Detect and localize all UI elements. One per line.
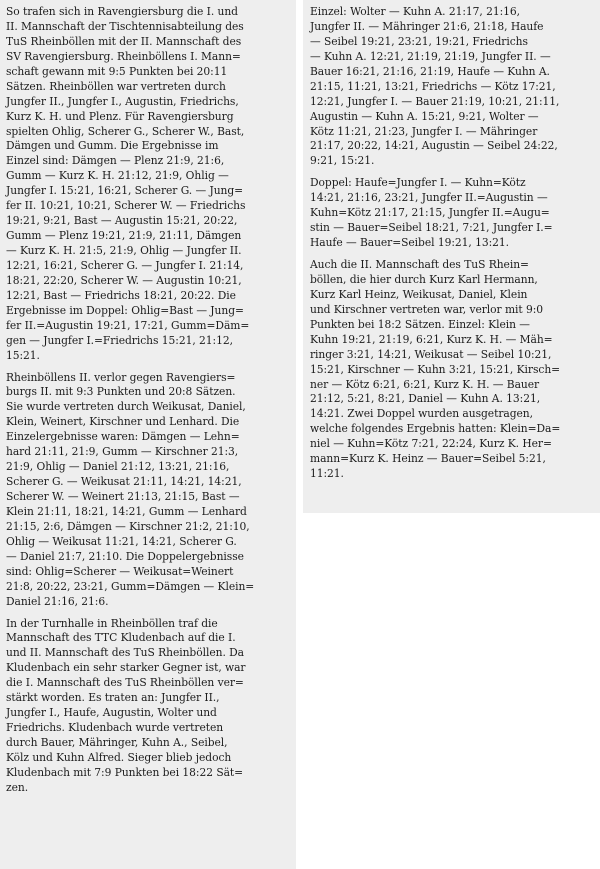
text-line: sind: Ohlig=Scherer — Weikusat=Weinert [6,564,234,578]
text-line: Klein, Weinert, Kirschner und Lenhard. Die [6,415,240,429]
text-line: 9:21, 15:21. [310,154,375,168]
text-line: Kludenbach mit 7:9 Punkten bei 18:22 Sät= [6,765,244,779]
text-line: stin — Bauer=Seibel 18:21, 7:21, Jungfer I.= [310,221,553,235]
text-line: Sie wurde vertreten durch Weikusat, Daniel, [6,400,246,414]
text-line: 21:8, 20:22, 23:21, Gumm=Dämgen — Klein= [6,579,255,593]
text-line: Rheinböllens II. verlor gegen Ravengiers= [6,370,236,384]
text-line: Gumm — Plenz 19:21, 21:9, 21:11, Dämgen [6,229,242,243]
left-paragraph-1 [6,5,290,364]
text-line: So trafen sich in Ravengiersburg die I. und [6,5,238,18]
text-line: Kurz Karl Heinz, Weikusat, Daniel, Klein [310,287,528,301]
text-line: Kuhn 19:21, 21:19, 6:21, Kurz K. H. — Mäh= [310,332,553,346]
text-line: 21:17, 20:22, 14:21, Augustin — Seibel 24:22, [310,139,558,153]
text-line: 21:12, 5:21, 8:21, Daniel — Kuhn A. 13:21, [310,392,541,406]
left-paragraph-2 [6,371,290,610]
text-line: Klein 21:11, 18:21, 14:21, Gumm — Lenhard [6,504,247,518]
text-line: fer II. 10:21, 10:21, Scherer W. — Friedrichs [6,199,246,213]
text-line: II. Mannschaft der Tischtennisabteilung des [6,19,244,33]
text-line: und II. Mannschaft des TuS Rheinböllen. Da [6,646,244,660]
text-line: Sätzen. Rheinböllen war vertreten durch [6,79,226,93]
left-paragraph-3 [6,617,290,796]
text-line: und Kirschner vertreten war, verlor mit 9:0 [310,302,544,316]
text-line: Kölz und Kuhn Alfred. Sieger blieb jedoch [6,750,232,764]
right-paragraph-2 [310,176,594,251]
text-line: hard 21:11, 21:9, Gumm — Kirschner 21:3, [6,445,239,459]
right-paragraph-1 [310,5,594,169]
text-line: Scherer G. — Weikusat 21:11, 14:21, 14:21, [6,475,242,489]
text-line: Dämgen und Gumm. Die Ergebnisse im [6,139,219,153]
text-line: zen. [6,780,29,794]
text-line: Ergebnisse im Doppel: Ohlig=Bast — Jung= [6,303,244,317]
text-line: Jungfer I., Haufe, Augustin, Wolter und [6,706,217,720]
text-line: schaft gewann mit 9:5 Punkten bei 20:11 [6,64,228,78]
text-line: Scherer W. — Weinert 21:13, 21:15, Bast — [6,490,240,503]
text-line: In der Turnhalle in Rheinböllen traf die [6,616,218,630]
text-line: gen — Jungfer I.=Friedrichs 15:21, 21:12, [6,333,233,347]
text-line: Jungfer I. 15:21, 16:21, Scherer G. — Jung= [6,184,244,198]
right-paragraph-3 [310,258,594,482]
paragraph-gap [6,364,290,371]
text-line: Einzelergebnisse waren: Dämgen — Lehn= [6,430,240,444]
text-line: ringer 3:21, 14:21, Weikusat — Seibel 10:21, [310,347,552,361]
text-line: — Kurz K. H. 21:5, 21:9, Ohlig — Jungfer II. [6,244,242,257]
text-line: Kuhn=Kötz 21:17, 21:15, Jungfer II.=Augu= [310,206,550,220]
article-column-right [303,0,600,513]
text-line: TuS Rheinböllen mit der II. Mannschaft des [6,34,242,48]
text-line: Daniel 21:16, 21:6. [6,594,109,608]
text-line: Auch die II. Mannschaft des TuS Rhein= [310,258,529,271]
text-line: Einzel: Wolter — Kuhn A. 21:17, 21:16, [310,5,520,18]
text-line: Punkten bei 18:2 Sätzen. Einzel: Klein — [310,317,530,331]
text-line: 14:21. Zwei Doppel wurden ausgetragen, [310,407,533,421]
text-line: Haufe — Bauer=Seibel 19:21, 13:21. [310,236,509,250]
text-line: 14:21, 21:16, 23:21, Jungfer II.=Augustin — [310,191,548,205]
text-line: SV Ravengiersburg. Rheinböllens I. Mann= [6,49,241,63]
text-line: Jungfer II. — Mähringer 21:6, 21:18, Haufe [310,19,544,33]
paragraph-gap [310,169,594,176]
text-line: 19:21, 9:21, Bast — Augustin 15:21, 20:22, [6,214,238,228]
text-line: Kötz 11:21, 21:23, Jungfer I. — Mähringer [310,124,538,138]
text-line: 18:21, 22:20, Scherer W. — Augustin 10:21, [6,273,242,287]
text-line: stärkt worden. Es traten an: Jungfer II., [6,691,220,705]
text-line: spielten Ohlig, Scherer G., Scherer W., Bast, [6,124,245,138]
text-line: welche folgendes Ergebnis hatten: Klein=Da= [310,422,561,436]
text-line: — Kuhn A. 12:21, 21:19, 21:19, Jungfer II. — [310,49,551,63]
text-line: die I. Mannschaft des TuS Rheinböllen ver= [6,676,244,690]
text-line: Friedrichs. Kludenbach wurde vertreten [6,721,224,735]
text-line: böllen, die hier durch Kurz Karl Hermann, [310,272,538,286]
text-line: 15:21, Kirschner — Kuhn 3:21, 15:21, Kirsch= [310,362,561,376]
text-line: fer II.=Augustin 19:21, 17:21, Gumm=Däm= [6,318,250,332]
text-line: — Daniel 21:7, 21:10. Die Doppelergebnisse [6,549,244,563]
text-line: Jungfer II., Jungfer I., Augustin, Friedrichs, [6,94,239,108]
text-line: ner — Kötz 6:21, 6:21, Kurz K. H. — Bauer [310,377,540,391]
text-line: Bauer 16:21, 21:16, 21:19, Haufe — Kuhn A. [310,64,550,78]
text-line: durch Bauer, Mähringer, Kuhn A., Seibel, [6,736,228,749]
text-line: 21:15, 2:6, Dämgen — Kirschner 21:2, 21:10, [6,519,250,533]
paragraph-gap [310,251,594,258]
text-line: Kludenbach ein sehr starker Gegner ist, war [6,661,246,675]
text-line: 12:21, Jungfer I. — Bauer 21:19, 10:21, 21:11, [310,94,560,108]
text-line: mann=Kurz K. Heinz — Bauer=Seibel 5:21, [310,452,546,466]
text-line: Gumm — Kurz K. H. 21:12, 21:9, Ohlig — [6,169,229,183]
text-line: Kurz K. H. und Plenz. Für Ravengiersburg [6,109,234,123]
text-line: Mannschaft des TTC Kludenbach auf die I. [6,631,236,645]
text-line: Ohlig — Weikusat 11:21, 14:21, Scherer G. [6,534,237,548]
text-line: Doppel: Haufe=Jungfer I. — Kuhn=Kötz [310,176,526,190]
article-column-left [0,0,296,869]
text-line: 21:15, 11:21, 13:21, Friedrichs — Kötz 17:21, [310,79,556,93]
text-line: 21:9, Ohlig — Daniel 21:12, 13:21, 21:16, [6,460,230,474]
paragraph-gap [6,610,290,617]
text-line: 11:21. [310,467,344,481]
text-line: Einzel sind: Dämgen — Plenz 21:9, 21:6, [6,154,225,168]
text-line: Augustin — Kuhn A. 15:21, 9:21, Wolter — [310,109,539,123]
text-line: burgs II. mit 9:3 Punkten und 20:8 Sätzen. [6,385,236,399]
text-line: 15:21. [6,348,40,362]
text-line: 12:21, 16:21, Scherer G. — Jungfer I. 21:14, [6,258,244,272]
text-line: 12:21, Bast — Friedrichs 18:21, 20:22. Die [6,288,236,302]
text-line: — Seibel 19:21, 23:21, 19:21, Friedrichs [310,34,528,48]
text-line: niel — Kuhn=Kötz 7:21, 22:24, Kurz K. Her= [310,437,552,451]
